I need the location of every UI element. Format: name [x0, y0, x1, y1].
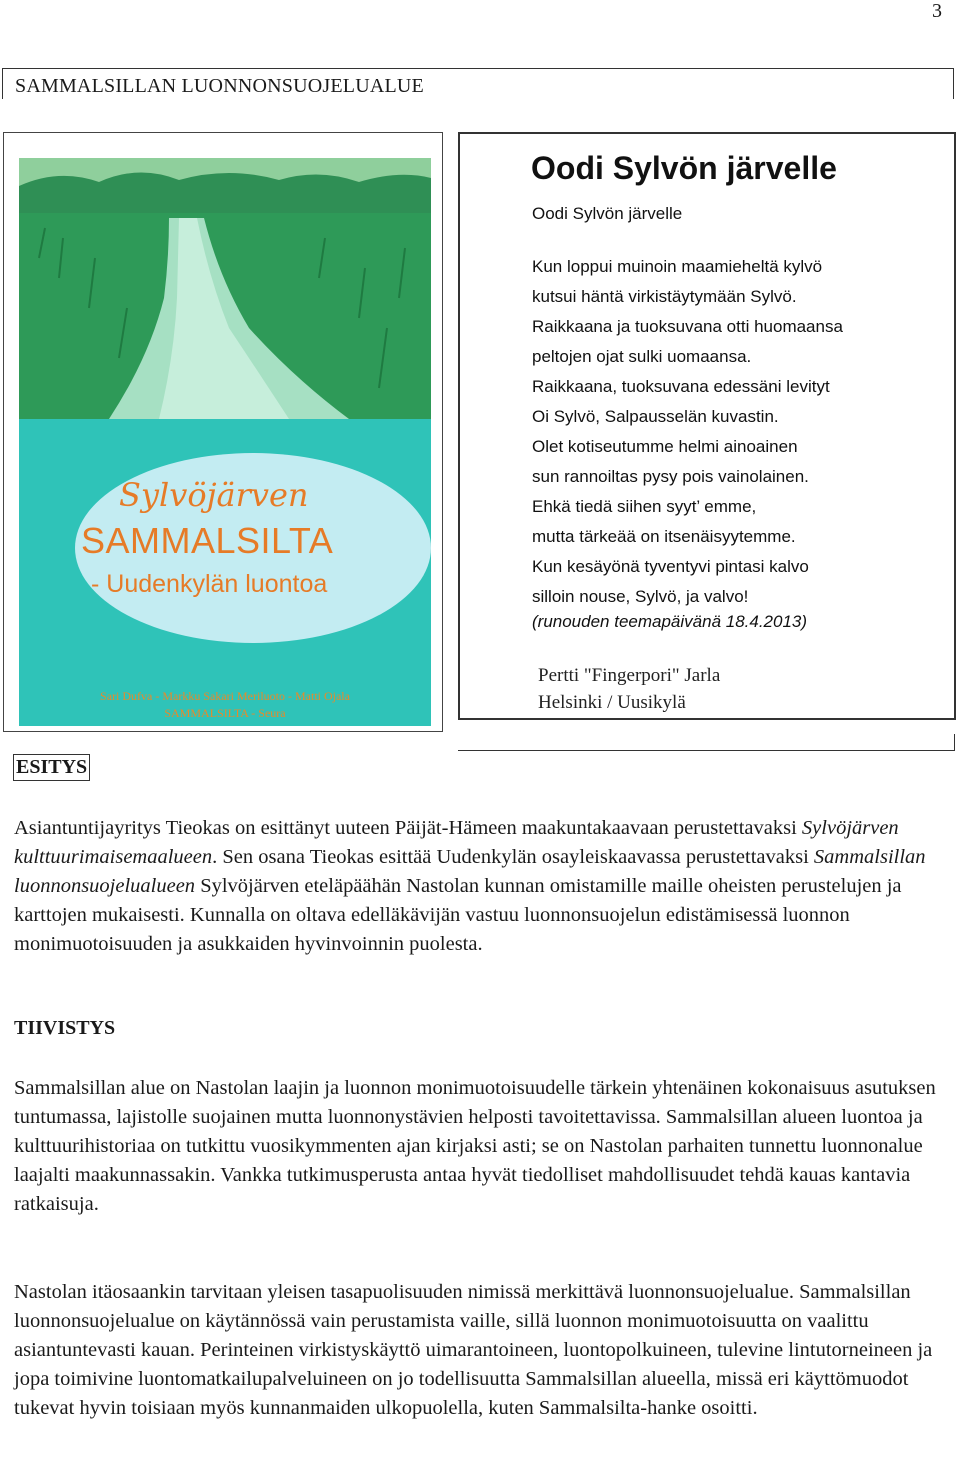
title-box	[2, 68, 954, 99]
cover-authors-line2: SAMMALSILTA - Seura	[164, 706, 286, 720]
page-number: 3	[932, 0, 942, 22]
poem-line: Oi Sylvö, Salpausselän kuvastin.	[532, 407, 779, 426]
poem-line: Kun kesäyönä tyventyvi pintasi kalvo	[532, 557, 809, 576]
cover-authors-line1: Sari Dufva - Markku Sakari Meriluoto - Matti Ojala	[100, 689, 350, 703]
cover-subtitle: - Uudenkylän luontoa	[91, 570, 328, 598]
poem-line: Raikkaana, tuoksuvana edessäni levityt	[532, 377, 830, 396]
poem-line: kutsui häntä virkistäytymään Sylvö.	[532, 287, 797, 306]
esitys-paragraph	[14, 814, 949, 959]
esitys-italic-2: Sammalsillan luonnonsuojelualueen	[14, 846, 926, 897]
tiivistys-heading: TIIVISTYS	[14, 1017, 116, 1039]
stream-photo	[19, 158, 431, 419]
poem-line: peltojen ojat sulki uomaansa.	[532, 347, 752, 366]
cover-script-title: Sylvöjärven	[119, 476, 309, 514]
esitys-text-3: Sylvöjärven eteläpäähän Nastolan kunnan omistamille maille oheisten perustelujen ja karttojen mukaisesti. Kunnalla on oltava edelläkävijän vastuu luonnonsuojelun edistämisessä luonnon monimuotoisuuden ja asukkaiden hyvinvoinnin puolesta.	[14, 875, 902, 955]
poem-heading: Oodi Sylvön järvelle	[531, 150, 837, 186]
poem-box	[458, 132, 956, 720]
tiivistys-paragraph-1: Sammalsillan alue on Nastolan laajin ja luonnon monimuotoisuudelle tärkein yhtenäinen kokonaisuus asutuksen tuntumassa, lajistolle suojainen mutta luonnonystävien helposti tavoitettavissa. Sammalsillan alueen luontoa ja kulttuurihistoriaa on tutkittu vuosikymmenten ajan kirjaksi asti; se on Nastolan parhaiten tunnettu luonnonalue laajalti maakunnassakin. Vankka tutkimusperusta antaa hyvät tiedolliset mahdollisuudet tehdä kauas kantavia ratkaisuja.	[14, 1077, 936, 1215]
poem-line: Raikkaana ja tuoksuvana otti huomaansa	[532, 317, 843, 336]
tiivistys-paragraph-2: Nastolan itäosaankin tarvitaan yleisen tasapuolisuuden nimissä merkittävä luonnonsuojelualue. Sammalsillan luonnonsuojelualue on käytännössä vain perustamista vaille, sillä luonnon monimuotoisuutta on vaalittu asiantuntevasti kauan. Perinteinen virkistyskäyttö uimarantoineen, luontopolkuineen, tulevine lintutorneineen ja jopa toimivine luontomatkailupalveluineen on jo todellisuutta Sammalsillan alueella, missä eri käyttömuodot tukevat hyvin toisiaan myös kunnanmaiden ulkopuolella, kuten Sammalsilta-hanke osoitti.	[14, 1281, 933, 1419]
poem-lines	[532, 252, 843, 612]
poem-author-name: Pertti "Fingerpori" Jarla	[538, 665, 721, 686]
cover-authors	[19, 688, 431, 722]
poem-line: Olet kotiseutumme helmi ainoainen	[532, 437, 798, 456]
poem-line: Kun loppui muinoin maamieheltä kylvö	[532, 257, 823, 276]
poem-line: silloin nouse, Sylvö, ja valvo!	[532, 587, 749, 606]
poem-author	[538, 662, 720, 716]
esitys-italic-1: Sylvöjärven kulttuurimaisemaalueen	[14, 817, 899, 868]
cover-panel	[19, 158, 431, 726]
esitys-text-1: Asiantuntijayritys Tieokas on esittänyt uuteen Päijät-Hämeen maakuntakaavaan perustettavaksi	[14, 817, 802, 839]
book-cover	[3, 132, 443, 732]
poem-line: mutta tärkeää on itsenäisyytemme.	[532, 527, 796, 546]
poem-line: Ehkä tiedä siihen syyt’ emme,	[532, 497, 757, 516]
poem-underline	[458, 734, 955, 751]
poem-date-note: (runouden teemapäivänä 18.4.2013)	[532, 612, 808, 631]
page-title: SAMMALSILLAN LUONNONSUOJELUALUE	[15, 75, 424, 97]
cover-main-title: SAMMALSILTA	[81, 520, 334, 561]
esitys-text-2: . Sen osana Tieokas esittää Uudenkylän osayleiskaavassa perustettavaksi	[212, 846, 814, 868]
esitys-label: ESITYS	[13, 754, 90, 781]
poem-line: sun rannoiltas pysy pois vainolainen.	[532, 467, 809, 486]
poem-subheading: Oodi Sylvön järvelle	[532, 204, 683, 223]
poem-author-place: Helsinki / Uusikylä	[538, 692, 686, 713]
